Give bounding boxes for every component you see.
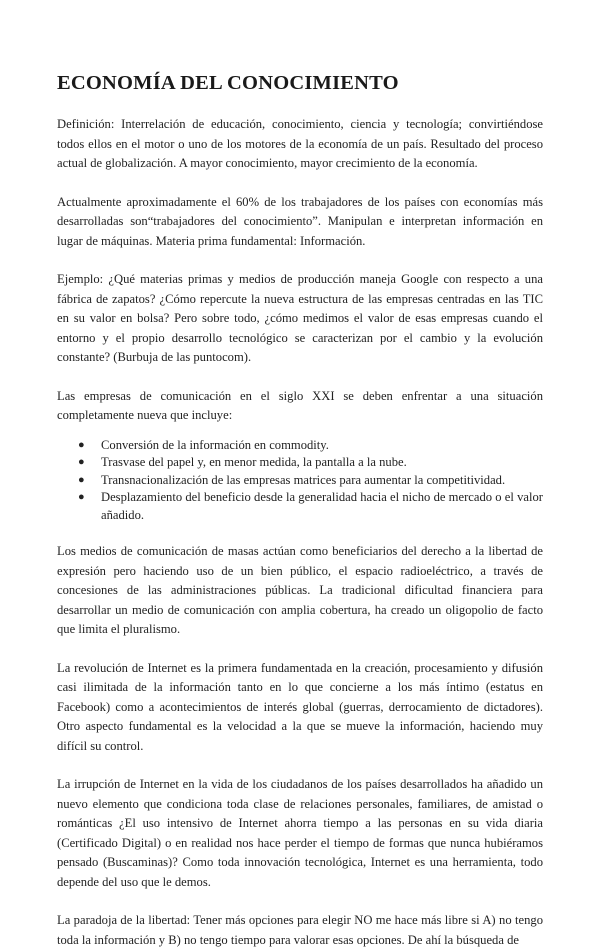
document-title: ECONOMÍA DEL CONOCIMIENTO [57, 72, 399, 94]
paragraph-example: Ejemplo: ¿Qué materias primas y medios de producción maneja Google con respecto a una fábrica de zapatos? ¿Cómo repercute la nueva estructura de las empresas centradas en las TIC en su valor en bolsa? Pero sobre todo, ¿cómo medimos el valor de esas empresas cuando el entorno y el propio desarrollo tecnológico se caracterizan por el cambio y la evolución constante? (Burbuja de las puntocom). [57, 272, 543, 364]
paragraph-definition: Definición: Interrelación de educación, conocimiento, ciencia y tecnología; convirtiéndose todos ellos en el motor o uno de los motores de la economía de un país. Resultado del proceso actual de globalización. A mayor conocimiento, mayor crecimiento de la economía. [57, 117, 543, 170]
list-item: ● Trasvase del papel y, en menor medida, la pantalla a la nube. [101, 454, 543, 472]
bullet-icon: ● [78, 456, 85, 468]
paragraph-internet-revolution: La revolución de Internet es la primera fundamentada en la creación, procesamiento y difusión casi ilimitada de la información tanto en lo que concierne a los más íntimo (estatus en Facebook) como a acontecimientos de interés global (guerras, derrocamiento de dictadores). Otro aspecto fundamental es la velocidad a la que se mueve la información, haciendo muy difícil su control. [57, 660, 543, 753]
bullet-icon: ● [78, 438, 85, 451]
bullet-icon: ● [78, 473, 85, 486]
paragraph-communication-companies: Las empresas de comunicación en el siglo XXI se deben enfrentar a una situación completamente nueva que incluye: [57, 388, 543, 422]
challenges-list [57, 437, 543, 525]
paragraph-mass-media: Los medios de comunicación de masas actúan como beneficiarios del derecho a la libertad de expresión pero haciendo uso de un bien público, el espacio radioeléctrico, a través de concesiones de las administraciones públicas. La tradicional dificultad financiera para desarrollar un medio de comunicación con amplia cobertura, ha creado un oligopolio de facto que limita el pluralismo. [57, 544, 543, 636]
list-item: ● Transnacionalización de las empresas matrices para aumentar la competitividad. [101, 472, 543, 490]
list-item: ● Desplazamiento del beneficio desde la generalidad hacia el nicho de mercado o el valor añadido. [78, 490, 543, 522]
paragraph-internet-daily-life: La irrupción de Internet en la vida de los ciudadanos de los países desarrollados ha añadido un nuevo elemento que condiciona toda clase de relaciones personales, familiares, de amistad o románticas ¿El uso intensivo de Internet ahorra tiempo a las personas en su vida diaria (Certificado Digital) o en realidad nos hace perder el tiempo de formas que nunca hubiéramos pensado (Buscaminas)? Como toda innovación tecnológica, Internet es una herramienta, todo depende del uso que le demos. [57, 777, 543, 889]
bullet-icon: ● [78, 491, 85, 503]
paragraph-paradox-freedom: La paradoja de la libertad: Tener más opciones para elegir NO me hace más libre si A) no tengo toda la información y B) no tengo tiempo para valorar esas opciones. De ahí la búsqueda de [57, 913, 543, 947]
list-item: ● Conversión de la información en commodity. [101, 437, 543, 455]
paragraph-knowledge-workers: Actualmente aproximadamente el 60% de los trabajadores de los países con economías más desarrolladas son“trabajadores del conocimiento”. Manipulan e interpretan información en lugar de máquinas. Materia prima fundamental: Información. [57, 194, 543, 248]
